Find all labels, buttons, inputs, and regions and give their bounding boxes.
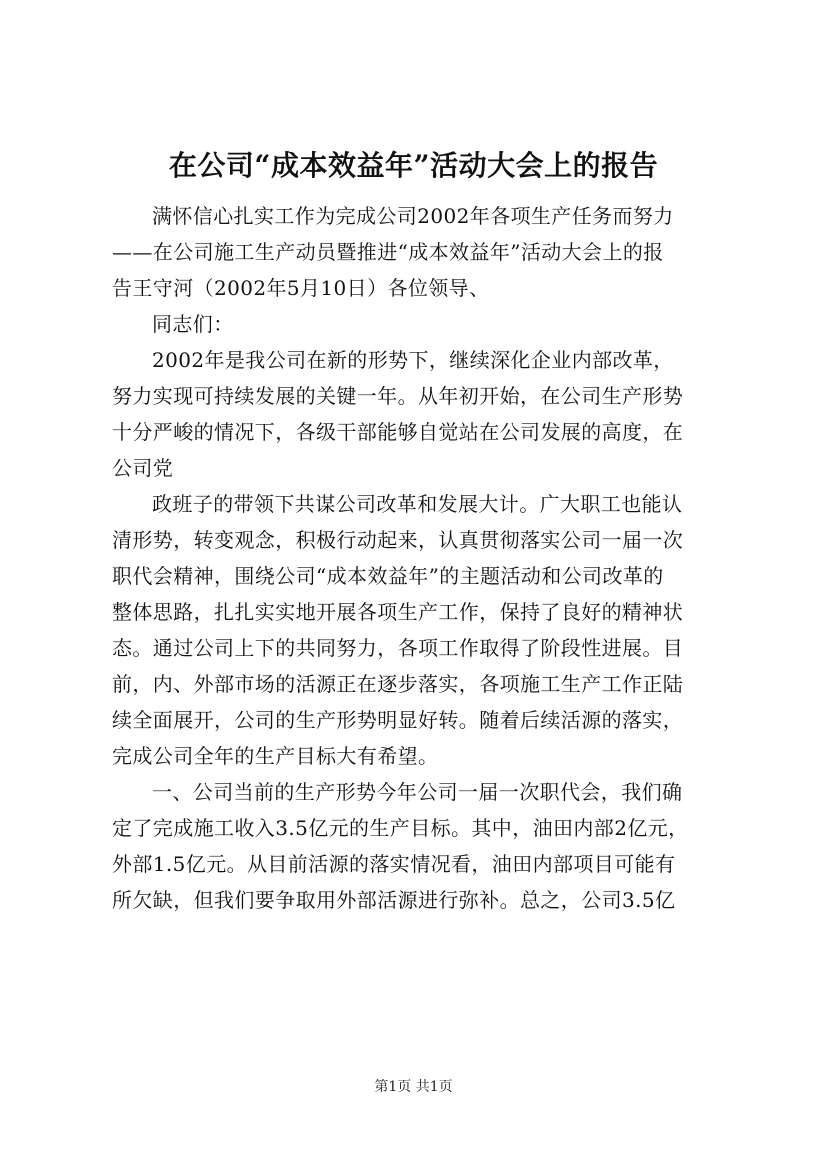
- text-line: ——在公司施工生产动员暨推进“成本效益年”活动大会上的报: [112, 240, 664, 264]
- text-line: 同志们：: [152, 312, 234, 336]
- text-line: 续全面展开，公司的生产形势明显好转。随着后续活源的落实，: [112, 708, 684, 732]
- text-line: 职代会精神，围绕公司“成本效益年”的主题活动和公司改革的: [112, 564, 664, 588]
- text-line: 政班子的带领下共谋公司改革和发展大计。广大职工也能认: [152, 492, 683, 516]
- text-line: 告王守河（2002年5月10日）各位领导、: [112, 276, 490, 300]
- text-line: 清形势，转变观念，积极行动起来，认真贯彻落实公司一届一次: [112, 528, 684, 552]
- text-line: 前，内、外部市场的活源正在逐步落实，各项施工生产工作正陆: [112, 672, 684, 696]
- text-line: 十分严峻的情况下，各级干部能够自觉站在公司发展的高度，在: [112, 420, 684, 444]
- page-footer: 第1页 共1页: [374, 1079, 453, 1095]
- text-line: 定了完成施工收入3.5亿元的生产目标。其中，油田内部2亿元，: [112, 816, 689, 840]
- text-line: 2002年是我公司在新的形势下，继续深化企业内部改革，: [152, 348, 674, 372]
- text-line: 满怀信心扎实工作为完成公司2002年各项生产任务而努力: [152, 204, 674, 228]
- text-line: 公司党: [112, 456, 174, 480]
- text-line: 外部1.5亿元。从目前活源的落实情况看，油田内部项目可能有: [112, 852, 676, 876]
- text-line: 整体思路，扎扎实实地开展各项生产工作，保持了良好的精神状: [112, 600, 684, 624]
- document-body: [112, 198, 722, 918]
- text-line: 态。通过公司上下的共同努力，各项工作取得了阶段性进展。目: [112, 636, 684, 660]
- text-line: 所欠缺，但我们要争取用外部活源进行弥补。总之，公司3.5亿: [112, 888, 676, 912]
- document-title: 在公司“成本效益年”活动大会上的报告: [168, 149, 659, 182]
- text-line: 完成公司全年的生产目标大有希望。: [112, 744, 439, 768]
- text-line: 一、公司当前的生产形势今年公司一届一次职代会，我们确: [152, 780, 683, 804]
- text-line: 努力实现可持续发展的关键一年。从年初开始，在公司生产形势: [112, 384, 684, 408]
